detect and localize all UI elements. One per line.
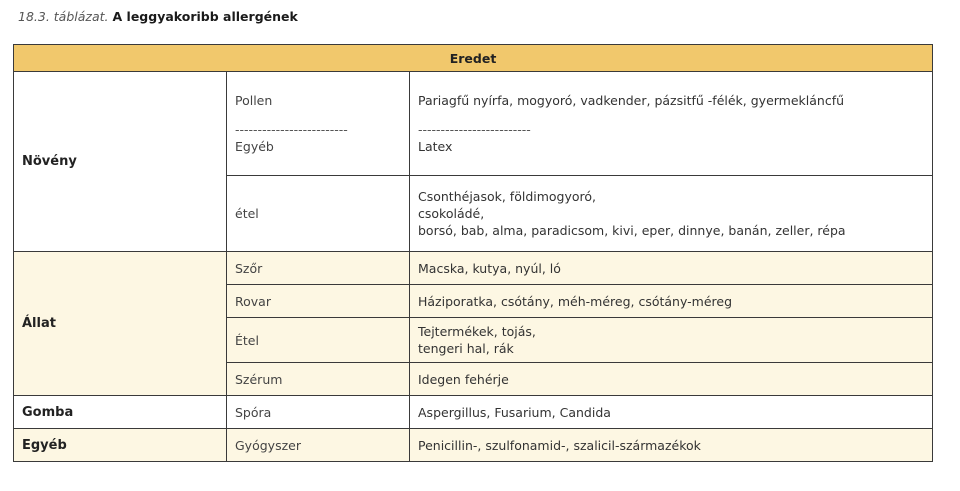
divider-line: -------------------------: [235, 122, 348, 137]
examples-rovar: Háziporatka, csótány, méh-méreg, csótány-méreg: [410, 285, 933, 318]
table-header-row: [14, 45, 933, 72]
category-egyeb: Egyéb: [14, 429, 227, 462]
source-egyeb: Egyéb: [235, 139, 274, 154]
source-rovar: Rovar: [227, 285, 410, 318]
examples-latex: Latex: [418, 139, 453, 154]
table-row: [14, 72, 933, 176]
source-spora: Spóra: [227, 396, 410, 429]
table-row: [14, 429, 933, 462]
source-etel-noveny: étel: [227, 176, 410, 252]
category-allat: Állat: [14, 252, 227, 396]
examples-spora: Aspergillus, Fusarium, Candida: [410, 396, 933, 429]
example-line: tengeri hal, rák: [418, 341, 514, 356]
table-row: [14, 396, 933, 429]
table-caption: [18, 9, 298, 25]
source-cell: [227, 72, 410, 176]
divider-line: -------------------------: [418, 122, 531, 137]
example-line: Csonthéjasok, földimogyoró,: [418, 189, 597, 204]
examples-cell: [410, 72, 933, 176]
examples-pollen: Pariagfű nyírfa, mogyoró, vadkender, pázsitfű -félék, gyermekláncfű: [418, 93, 845, 108]
source-gyogyszer: Gyógyszer: [227, 429, 410, 462]
allergen-table: [13, 44, 933, 462]
category-gomba: Gomba: [14, 396, 227, 429]
caption-title: A leggyakoribb allergének: [112, 9, 298, 24]
source-pollen: Pollen: [235, 93, 273, 108]
header-eredet: Eredet: [14, 45, 933, 72]
examples-cell: [410, 176, 933, 252]
examples-gyogyszer: Penicillin-, szulfonamid-, szalicil-származékok: [410, 429, 933, 462]
caption-label: 18.3. táblázat.: [18, 9, 109, 24]
source-szerum: Szérum: [227, 363, 410, 396]
example-line: Tejtermékek, tojás,: [418, 324, 536, 339]
source-szor: Szőr: [227, 252, 410, 285]
example-line: borsó, bab, alma, paradicsom, kivi, eper, dinnye, banán, zeller, répa: [418, 223, 846, 238]
source-etel-allat: Étel: [227, 318, 410, 363]
examples-szor: Macska, kutya, nyúl, ló: [410, 252, 933, 285]
category-novenyek: Növény: [14, 72, 227, 252]
example-line: csokoládé,: [418, 206, 485, 221]
examples-szerum: Idegen fehérje: [410, 363, 933, 396]
examples-cell: [410, 318, 933, 363]
table-row: [14, 252, 933, 285]
